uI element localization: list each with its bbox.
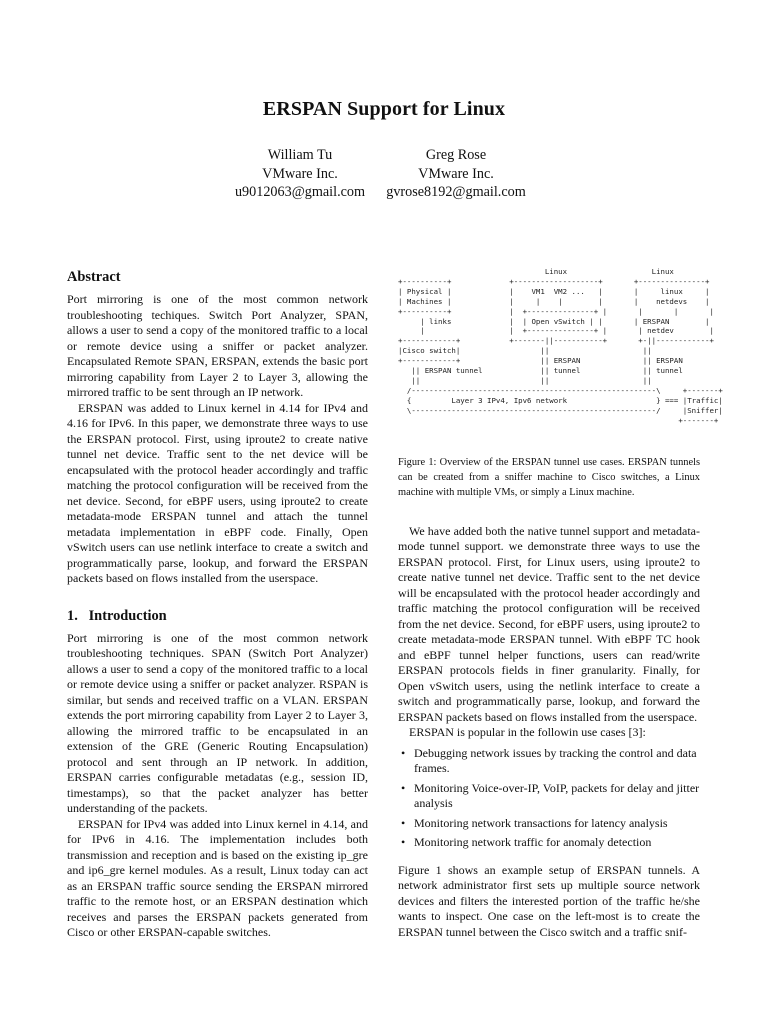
list-item: • Debugging network issues by tracking the control and data frames. [401, 745, 697, 776]
author-email: u9012063@gmail.com [234, 184, 366, 200]
paper-title: ERSPAN Support for Linux [262, 98, 506, 120]
abstract-paragraph-1: Port mirroring is one of the most common network troubleshooting techiques. Switch Port Analyzer, SPAN, allows a user to send a copy of the monitored traffic to a local or remote device using a sniffer or packet analyzer. Encapsulated Remote SPAN, ERSPAN, extends the basic port mirroring capability from Layer 2 to Layer 3, allowing the mirrored traffic to be sent through an IP network. [67, 292, 368, 399]
left-column [67, 268, 368, 941]
author-email: gvrose8192@gmail.com [386, 184, 526, 200]
author-affiliation: VMware Inc. [418, 165, 494, 182]
author-block-1 [220, 146, 380, 202]
right-column [398, 267, 723, 940]
list-item: • Monitoring network traffic for anomaly detection [401, 835, 652, 850]
author-block-2 [376, 146, 536, 202]
bullet-icon: • [401, 745, 406, 760]
author-name: William Tu [267, 147, 333, 163]
abstract-paragraph-2: ERSPAN was added to Linux kernel in 4.14 for IPv4 and 4.16 for IPv6. In this paper, we demonstrate three ways to use the ERSPAN protocol. First, using iproute2 to create native tunnel net device. Traffic sent to the net device will be encapsulated with the protocol header accordingly and traffic matching the protocol configuration will be received from the net device. Second, for eBPF users, using iproute2 to create metadata-mode ERSPAN tunnel and attach the tunnel metadata implementation in eBPF code. Finally, Open vSwitch users can use netlink interface to create a switch and programmatically parse, lookup, and forward the ERSPAN packets based on flows installed from the userspace. [67, 400, 368, 585]
list-item: • Monitoring Voice-over-IP, VoIP, packets for delay and jitter analysis [401, 780, 700, 811]
introduction-heading: 1. Introduction [67, 607, 167, 624]
intro-paragraph-1: Port mirroring is one of the most common network troubleshooting techniques. SPAN (Switch Port Analyzer) allows a user to send a copy of the monitored traffic to a local or remote device using a sniffer or packet analyzer. RSPAN is similar, but sends and received traffic on a VLAN. ERSPAN extends the port mirroring capability from Layer 2 to Layer 3, allowing the mirrored traffic to be encapsulated in an extension of the GRE (Generic Routing Encapsulation) protocol and sent through an IP network. In addition, ERSPAN carries configurable metadatas (e.g., session ID, timestamps), so that the packet analyzer has better understanding of the packets. [67, 630, 368, 815]
bullet-icon: • [401, 835, 406, 850]
figure-1-diagram: Linux Linux +----------+ +-------------------+ +---------------+ | Physical | | VM1 VM2 ... | | linux | | Machines | | | | | | netdevs | +----------+ | +---------------+ | | | | | links | | Open vSwitch | | | ERSPAN | | | +---------------+ | | netdev | +------------+ +-------||-----------+ +-||------------+ |Cisco switch| || || +------------+ || ERSPAN || ERSPAN || ERSPAN tunnel || tunnel || tunnel || || || /-------------------------------------------------------\ +-------+ { Layer 3 IPv4, Ipv6 network } === |Traffic| \-------------------------------------------------------/ |Sniffer| +-------+ [398, 267, 723, 425]
author-name: Greg Rose [425, 147, 487, 163]
intro-paragraph-2: ERSPAN for IPv4 was added into Linux kernel in 4.14, and for IPv6 in 4.16. The implementation includes both transmission and reception and is based on the existing ip_gre and ip6_gre kernel modules. As a result, Linux today can act as an ERSPAN traffic source sending the ERSPAN mirrored traffic to the remote host, or an ERSPAN destination which receives and parses the ERSPAN packets generated from Cisco or other ERSPAN-capable switches. [67, 816, 368, 939]
body-paragraph-3: Figure 1 shows an example setup of ERSPAN tunnels. A network administrator first sets up multiple source network devices and filters the interested portion of the traffic he/she wants to inspect. One case on the left-most is to create the ERSPAN tunnel between the Cisco switch and a traffic snif- [398, 862, 700, 939]
body-paragraph-1: We have added both the native tunnel support and metadata-mode tunnel support. we demonstrate three ways to use the ERSPAN protocol. First, for Linux users, using iproute2 to create native tunnel net device. Traffic sent to the net device will be encapsulated with the protocol header accordingly and traffic matching the protocol configuration will be received from the net device. Second, for eBPF users, using iproute2 to create metadata-mode ERSPAN tunnel. With eBPF TC hook and eBPF tunnel helper functions, users can read/write ERSPAN protocols fields in finer granularity. Finally, for Open vSwitch users, using the netlink interface to create a switch and programmatically parse, lookup, and forward the ERSPAN packets based on flows installed from the userspace. [398, 523, 700, 724]
list-item: • Monitoring network transactions for latency analysis [401, 815, 668, 830]
abstract-heading: Abstract [67, 269, 121, 285]
body-paragraph-2: ERSPAN is popular in the followin use cases [3]: [409, 725, 646, 740]
use-case-list [398, 746, 700, 851]
author-affiliation: VMware Inc. [262, 165, 338, 182]
figure-1-caption: Figure 1: Overview of the ERSPAN tunnel use cases. ERSPAN tunnels can be created from a sniffer machine to Cisco switches, a Linux machine with multiple VMs, or simply a Linux machine. [398, 456, 700, 499]
bullet-icon: • [401, 815, 406, 830]
bullet-icon: • [401, 780, 406, 795]
